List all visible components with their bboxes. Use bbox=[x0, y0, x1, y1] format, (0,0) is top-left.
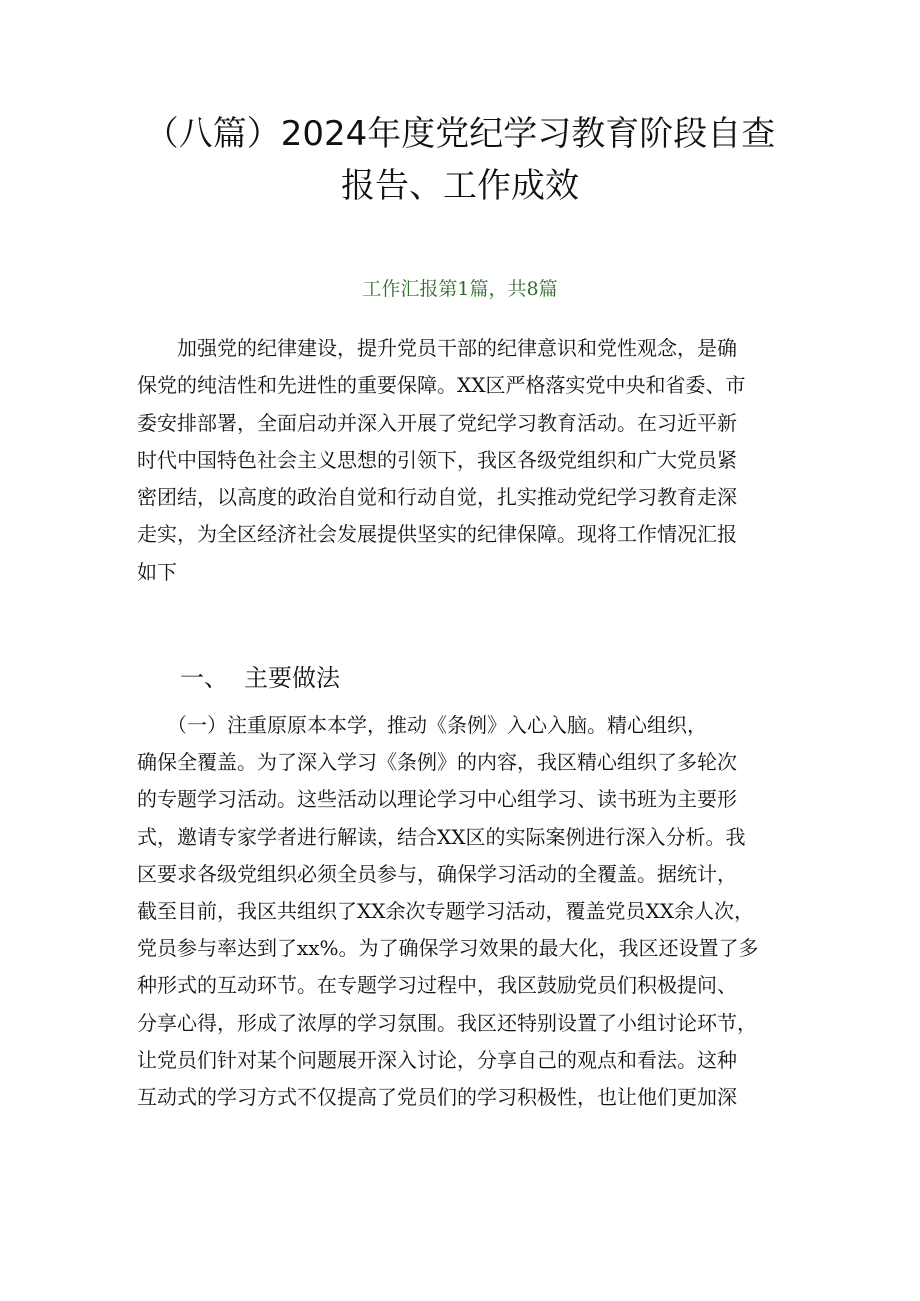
section-line: （一）注重原原本本学，推动《条例》入心入脑。精心组织， bbox=[137, 713, 707, 737]
section-line: 让党员们针对某个问题展开深入讨论，分享自己的观点和看法。这种 bbox=[137, 1047, 737, 1072]
section-line: 区要求各级党组织必须全员参与，确保学习活动的全覆盖。据统计， bbox=[137, 861, 737, 886]
intro-line: 保党的纯洁性和先进性的重要保障。XX区严格落实党中央和省委、市 bbox=[137, 373, 746, 398]
intro-line: 密团结，以高度的政治自觉和行动自觉，扎实推动党纪学习教育走深 bbox=[137, 485, 737, 510]
section-heading bbox=[180, 658, 340, 693]
intro-line: 如下 bbox=[137, 559, 177, 584]
section-paragraph bbox=[137, 707, 797, 1116]
section-line: 互动式的学习方式不仅提高了党员们的学习积极性，也让他们更加深 bbox=[137, 1084, 737, 1109]
section-line: 的专题学习活动。这些活动以理论学习中心组学习、读书班为主要形 bbox=[137, 787, 737, 812]
section-number: 一、 bbox=[180, 664, 228, 692]
title-line-2: 报告、工作成效 bbox=[341, 166, 579, 206]
section-line: 党员参与率达到了xx%。为了确保学习效果的最大化，我区还设置了多 bbox=[137, 936, 759, 961]
section-line: 分享心得，形成了浓厚的学习氛围。我区还特别设置了小组讨论环节， bbox=[137, 1010, 757, 1035]
intro-line: 时代中国特色社会主义思想的引领下，我区各级党组织和广大党员紧 bbox=[137, 447, 737, 472]
intro-line: 加强党的纪律建设，提升党员干部的纪律意识和党性观念，是确 bbox=[137, 336, 737, 360]
section-line: 确保全覆盖。为了深入学习《条例》的内容，我区精心组织了多轮次 bbox=[137, 750, 737, 775]
section-line: 式，邀请专家学者进行解读，结合XX区的实际案例进行深入分析。我 bbox=[137, 824, 746, 849]
title-line-1: （八篇）2024年度党纪学习教育阶段自查 bbox=[144, 114, 776, 154]
intro-line: 走实，为全区经济社会发展提供坚实的纪律保障。现将工作情况汇报 bbox=[137, 522, 737, 547]
document-subtitle: 工作汇报第1篇，共8篇 bbox=[362, 278, 558, 300]
document-title bbox=[120, 108, 800, 212]
section-line: 种形式的互动环节。在专题学习过程中，我区鼓励党员们积极提问、 bbox=[137, 973, 737, 998]
intro-line: 委安排部署，全面启动并深入开展了党纪学习教育活动。在习近平新 bbox=[137, 410, 737, 435]
intro-paragraph bbox=[137, 330, 797, 591]
section-line: 截至目前，我区共组织了XX余次专题学习活动，覆盖党员XX余人次， bbox=[137, 898, 754, 923]
section-title: 主要做法 bbox=[244, 664, 340, 692]
